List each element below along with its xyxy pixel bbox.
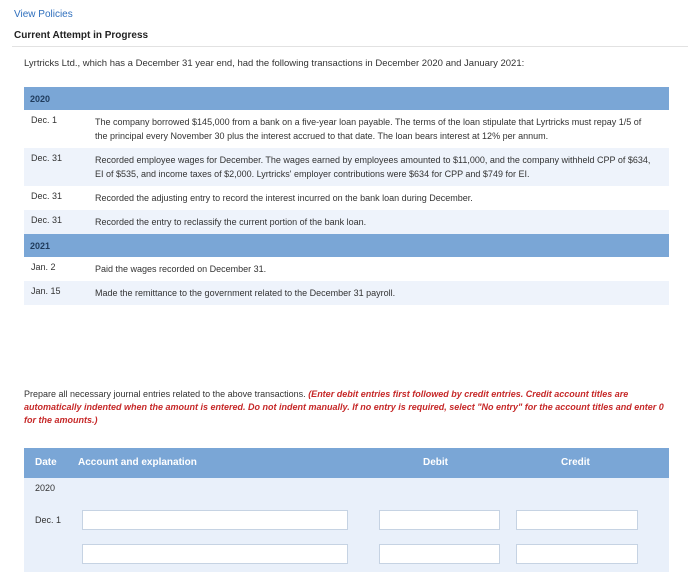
transaction-description: Recorded employee wages for December. The wages earned by employees amounted to $11,000, and the company withheld CPP of $634, EI of $535, and income taxes of $2,000. Lyrtricks' employer contributions were $634 for CPP and $749 for EI. xyxy=(89,148,669,186)
col-account-header: Account and explanation xyxy=(78,457,197,468)
transaction-date: Dec. 1 xyxy=(24,110,89,148)
transaction-description: The company borrowed $145,000 from a bank on a five-year loan payable. The terms of the loan stipulate that Lyrtricks must repay 1/5 of the principal every November 30 plus the interest accrued to that date. The loan bears interest at 12% per annum. xyxy=(89,110,669,148)
instructions-main: Prepare all necessary journal entries related to the above transactions. xyxy=(24,389,306,399)
table-row xyxy=(24,257,669,281)
col-date-header: Date xyxy=(35,457,57,468)
transaction-description: Made the remittance to the government related to the December 31 payroll. xyxy=(89,281,669,305)
transaction-date: Dec. 31 xyxy=(24,186,89,210)
col-debit-header: Debit xyxy=(423,457,448,468)
divider xyxy=(12,46,688,47)
credit-input[interactable] xyxy=(516,544,638,564)
table-row xyxy=(24,148,669,186)
attempt-status: Current Attempt in Progress xyxy=(14,30,149,41)
transactions-table xyxy=(24,87,669,305)
table-row xyxy=(24,186,669,210)
year-header-2021 xyxy=(24,234,669,257)
journal-entry-table xyxy=(24,448,669,572)
credit-input[interactable] xyxy=(516,510,638,530)
journal-year-label: 2020 xyxy=(35,483,56,493)
transaction-date: Dec. 31 xyxy=(24,148,89,186)
account-input[interactable] xyxy=(82,510,348,530)
debit-input[interactable] xyxy=(379,544,500,564)
table-row xyxy=(24,110,669,148)
table-row xyxy=(24,281,669,305)
transaction-date: Dec. 31 xyxy=(24,210,89,234)
problem-intro: Lyrtricks Ltd., which has a December 31 year end, had the following transactions in December 2020 and January 2021: xyxy=(24,58,525,69)
transaction-description: Recorded the adjusting entry to record the interest incurred on the bank loan during December. xyxy=(89,186,669,210)
journal-date-label: Dec. 1 xyxy=(35,515,62,525)
transaction-date: Jan. 15 xyxy=(24,281,89,305)
instructions-note: (Enter debit entries first followed by credit entries. Credit account titles are automatically indented when the amount is entered. Do not indent manually. If no entry is required, select "No entry" for the account titles and enter 0 for the amounts.) xyxy=(24,389,664,425)
instructions xyxy=(24,388,669,427)
year-label: 2021 xyxy=(24,234,669,257)
transaction-date: Jan. 2 xyxy=(24,257,89,281)
year-label: 2020 xyxy=(24,87,669,110)
col-credit-header: Credit xyxy=(561,457,590,468)
year-header-2020 xyxy=(24,87,669,110)
debit-input[interactable] xyxy=(379,510,500,530)
transaction-description: Paid the wages recorded on December 31. xyxy=(89,257,669,281)
transaction-description: Recorded the entry to reclassify the current portion of the bank loan. xyxy=(89,210,669,234)
journal-header xyxy=(24,448,669,478)
view-policies-link[interactable]: View Policies xyxy=(14,9,73,20)
table-row xyxy=(24,210,669,234)
account-input[interactable] xyxy=(82,544,348,564)
